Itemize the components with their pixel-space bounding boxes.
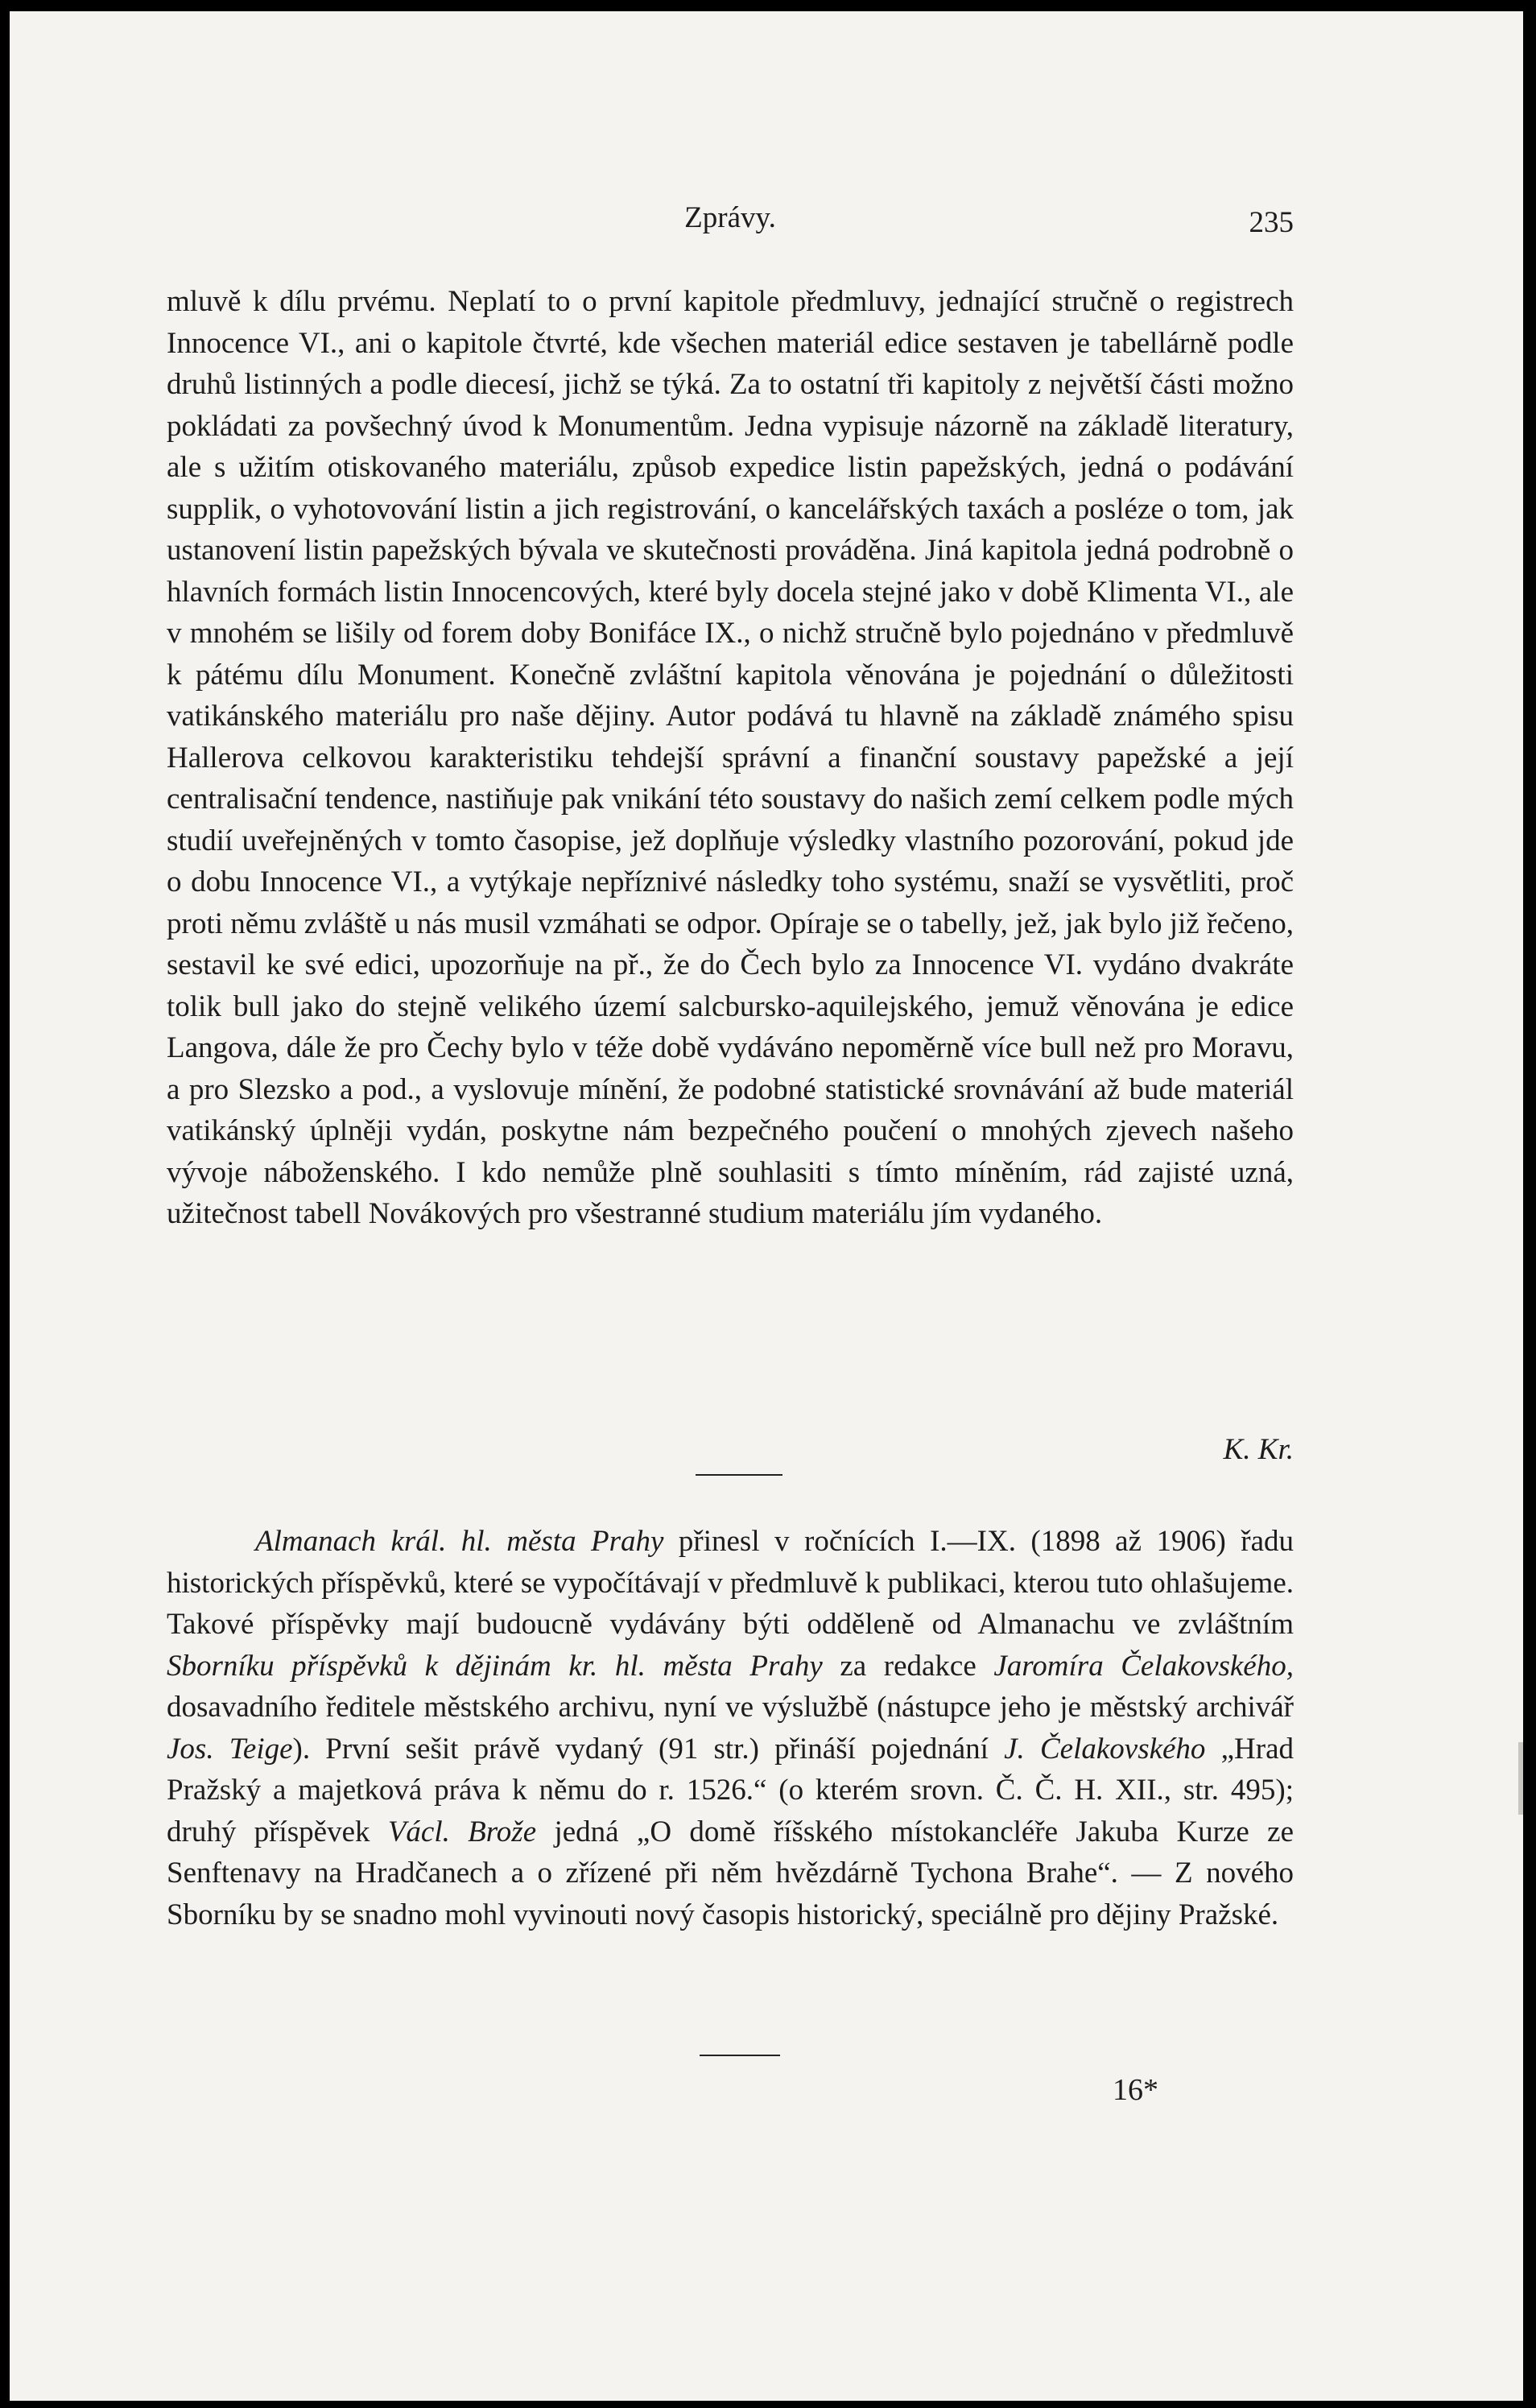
section-divider	[696, 1474, 782, 1476]
sbornik-title: Sborníku příspěvků k dějinám kr. hl. města Prahy	[167, 1649, 823, 1683]
text-run: ). První sešit právě vydaný (91 str.) přináší pojednání	[292, 1732, 1005, 1766]
text-run: „Hrad Pražský a majetková práva k němu do r. 1526.“ (o kterém srovn. Č. Č. H. XII., str. 495); druhý příspěvek	[167, 1732, 1294, 1848]
almanach-title: Almanach král. hl. města Prahy	[255, 1525, 664, 1558]
editor-name: Jaromíra Čelakovského,	[993, 1649, 1294, 1683]
signature-mark: 16*	[1113, 2073, 1158, 2107]
author-name: J. Čelakovského	[1004, 1732, 1206, 1766]
text-run: jedná „O domě říšského místokancléře Jakuba Kurze ze Senftenavy na Hradčanech a o zřízené při něm hvězdárně Tychona Brahe“. — Z nového Sborníku by se snadno mohl vyvinouti nový časopis historický, speciálně pro dějiny Pražské.	[167, 1815, 1294, 1931]
review-text-2	[167, 1521, 1294, 1935]
review-paragraph-1	[167, 281, 1294, 1235]
page	[10, 11, 1523, 2401]
text-run: dosavadního ředitele městského archivu, nyní ve výslužbě (nástupce jeho je městský archivář	[167, 1691, 1294, 1724]
scan-edge-mark	[1518, 1742, 1523, 1815]
section-divider-bottom	[700, 2055, 780, 2056]
review-text-1: mluvě k dílu prvému. Neplatí to o první kapitole předmluvy, jednající stručně o registrech Innocence VI., ani o kapitole čtvrté, kde všechen materiál edice sestaven je tabellárně podle druhů listinných a podle diecesí, jichž se týká. Za to ostatní tři kapitoly z největší části možno pokládati za povšechný úvod k Monumentům. Jedna vypisuje názorně na základě literatury, ale s užitím otiskovaného materiálu, způsob expedice listin papežských, jedná o podávání supplik, o vyhotovování listin a jich registrování, o kancelářských taxách a posléze o tom, jak ustanovení listin papežských bývala ve skutečnosti prováděna. Jiná kapitola jedná podrobně o hlavních formách listin Innocencových, které byly docela stejné jako v době Klimenta VI., ale v mnohém se lišily od forem doby Bonifáce IX., o nichž stručně bylo pojednáno v předmluvě k pátému dílu Monument. Konečně zvláštní kapitola věnována je pojednání o důležitosti vatikánského materiálu pro naše dějiny. Autor podává tu hlavně na základě známého spisu Hallerova celkovou karakteristiku tehdejší správní a finanční soustavy papežské a její centralisační tendence, nastiňuje pak vnikání této soustavy do našich zemí celkem podle mých studií uveřejněných v tomto časopise, jež doplňuje výsledky vlastního pozorování, pokud jde o dobu Innocence VI., a vytýkaje nepříznivé následky toho systému, snaží se vysvětliti, proč proti němu zvláště u nás musil vzmáhati se odpor. Opíraje se o tabelly, jež, jak bylo již řečeno, sestavil ke své edici, upozorňuje na př., že do Čech bylo za Innocence VI. vydáno dvakráte tolik bull jako do stejně velikého území salcbursko-aquilejského, jemuž věnována je edice Langova, dále že pro Čechy bylo v téže době vydáváno nepoměrně více bull než pro Moravu, a pro Slezsko a pod., a vyslovuje mínění, že podobné statistické srovnávání až bude materiál vatikánský úplněji vydán, poskytne nám bezpečného poučení o mnohých zjevech našeho vývoje náboženského. I kdo nemůže plně souhlasiti s tímto míněním, rád zajisté uzná, užitečnost tabell Novákových pro všestranné studium materiálu jím vydaného.	[167, 285, 1294, 1230]
text-run: přinesl v ročnících I.—IX. (1898 až 1906) řadu historických příspěvků, které se vypočítávají v předmluvě k publikaci, kterou tuto ohlašujeme. Takové příspěvky mají budoucně vydávány býti odděleně od Almanachu ve zvláštním	[167, 1525, 1294, 1641]
running-head: Zprávy.	[684, 201, 776, 234]
reviewer-signature: K. Kr.	[1223, 1433, 1294, 1466]
archivist-name: Jos. Teige	[167, 1732, 293, 1766]
page-header	[167, 200, 1294, 249]
text-run: za redakce	[822, 1649, 994, 1683]
page-number: 235	[1249, 206, 1294, 239]
review-paragraph-2	[167, 1521, 1294, 1935]
author-name-2: Václ. Brože	[387, 1815, 537, 1848]
